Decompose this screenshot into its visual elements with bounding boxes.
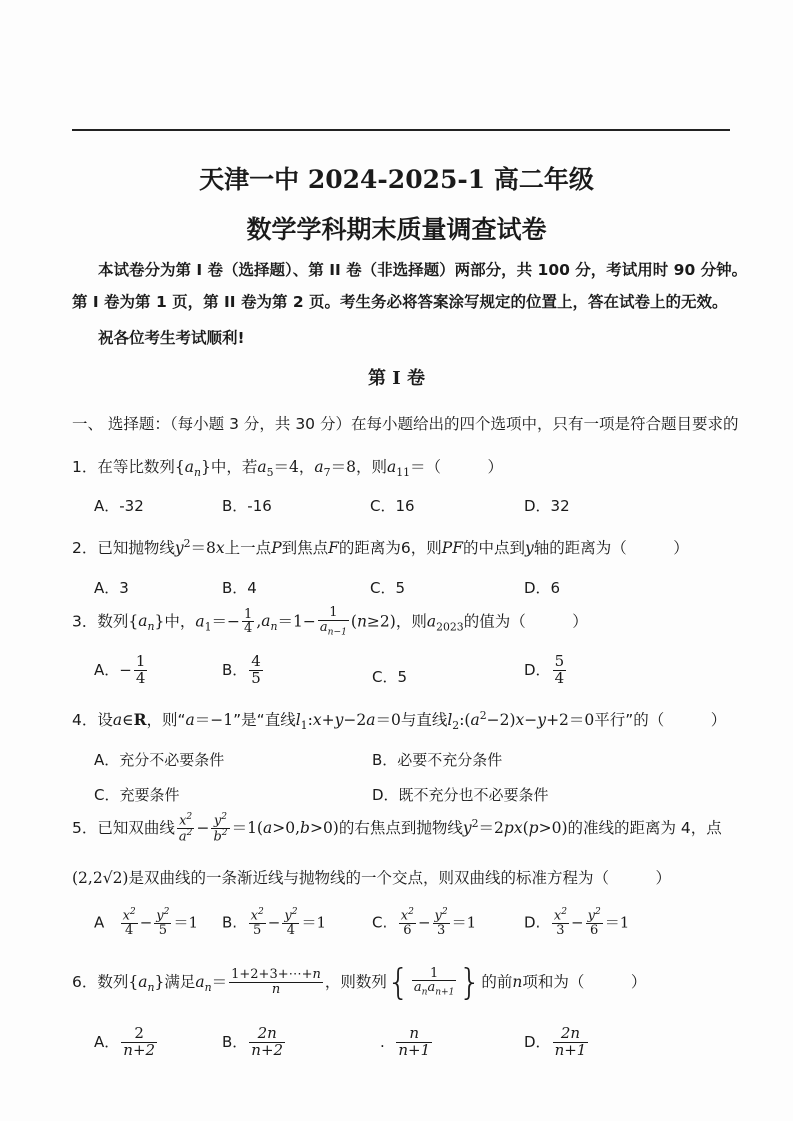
q3-option-b[interactable]: B． $\frac{4}{5}$: [222, 652, 261, 687]
question-2: 2．已知抛物线$y^2=8x$上一点P到焦点F的距离为6，则PF的中点到y轴的距离为（ ）: [72, 536, 689, 557]
question-1: 1．在等比数列$\{a_n\}$中，若$a_5=4$，$a_7=8$，则$a_{11}=$（ ）: [72, 458, 504, 480]
q1-option-b[interactable]: B．-16: [222, 497, 272, 515]
q2-option-a[interactable]: A．3: [94, 579, 129, 597]
q4-option-c[interactable]: C．充要条件: [94, 786, 180, 804]
exam-title-line2: 数学学科期末质量调查试卷: [246, 215, 547, 244]
q6-option-d[interactable]: D． $\frac{2n}{n+1}$: [524, 1024, 587, 1059]
q5-option-c[interactable]: C. $\frac{x^2}{6}$ − $\frac{y^2}{3}$ ＝1: [372, 907, 477, 938]
q5-option-d[interactable]: D. $\frac{x^2}{3}$ − $\frac{y^2}{6}$ ＝1: [524, 907, 630, 938]
question-3: 3．数列$\{a_n\}$中，$a_1=-$ $\frac{1}{4}$ $,a_n=1-$ $\frac{1}{a_{n-1}}$ (n≥2)，则$a_{2023}$的值为（ ）: [72, 605, 588, 638]
q2-option-c[interactable]: C．5: [370, 579, 406, 597]
section-title: 第 I 卷: [368, 368, 425, 389]
question-5-line1: 5．已知双曲线 $\frac{x^2}{a^2}$ − $\frac{y^2}{b^2}$ ＝1(a>0,b>0)的右焦点到抛物线$y^2=2px(p>0)$的准线的距离为 4，点: [72, 812, 722, 845]
q3-option-d[interactable]: D． $\frac{5}{4}$: [524, 652, 565, 687]
q1-option-c[interactable]: C．16: [370, 497, 415, 515]
part-heading: 一、 选择题：（每小题 3 分，共 30 分）在每小题给出的四个选项中，只有一项是符合题目要求的: [72, 415, 739, 433]
q5-option-b[interactable]: B. $\frac{x^2}{5}$ − $\frac{y^2}{4}$ ＝1: [222, 907, 327, 938]
q6-option-a[interactable]: A． $\frac{2}{n+2}$: [94, 1024, 156, 1059]
question-6: 6．数列$\{a_n\}$满足$a_n=$ $\frac{1+2+3+\cdots+n}{n}$ ，则数列{ $\frac{1}{a_na_{n+1}}$ }的前n项和为（ ）: [72, 962, 647, 1003]
q4-option-a[interactable]: A．充分不必要条件: [94, 751, 225, 769]
top-rule: [72, 129, 730, 131]
q4-option-b[interactable]: B．必要不充分条件: [372, 751, 503, 769]
intro-line1: 本试卷分为第 I 卷（选择题）、第 II 卷（非选择题）两部分，共 100 分，考试用时 90 分钟。: [98, 261, 748, 279]
q6-option-b[interactable]: B． $\frac{2n}{n+2}$: [222, 1024, 284, 1059]
intro-line2: 第 I 卷为第 1 页，第 II 卷为第 2 页。考生务必将答案涂写规定的位置上，答在试卷上的无效。: [72, 293, 728, 311]
q5-option-a[interactable]: A $\frac{x^2}{4}$ − $\frac{y^2}{5}$ ＝1: [94, 907, 198, 938]
q6-option-c[interactable]: . $\frac{n}{n+1}$: [380, 1024, 431, 1059]
exam-title-line1: 天津一中 2024-2025-1 高二年级: [199, 165, 594, 194]
q4-option-d[interactable]: D．既不充分也不必要条件: [372, 786, 549, 804]
question-5-line2: (2,2√2)是双曲线的一条渐近线与抛物线的一个交点，则双曲线的标准方程为（ ）: [72, 869, 671, 887]
q1-option-d[interactable]: D．32: [524, 497, 570, 515]
q3-option-c[interactable]: C．5: [372, 668, 408, 686]
question-4: 4．设a∈R，则“a＝−1”是“直线$l_1:x+y-2a=0$与直线$l_2:(a^2-2)x-y+2=0$平行”的（ ）: [72, 708, 727, 733]
q2-option-b[interactable]: B．4: [222, 579, 257, 597]
intro-line3: 祝各位考生考试顺利!: [98, 329, 245, 347]
q2-option-d[interactable]: D．6: [524, 579, 561, 597]
q1-option-a[interactable]: A．-32: [94, 497, 144, 515]
q3-option-a[interactable]: A．− $\frac{1}{4}$: [94, 652, 146, 687]
